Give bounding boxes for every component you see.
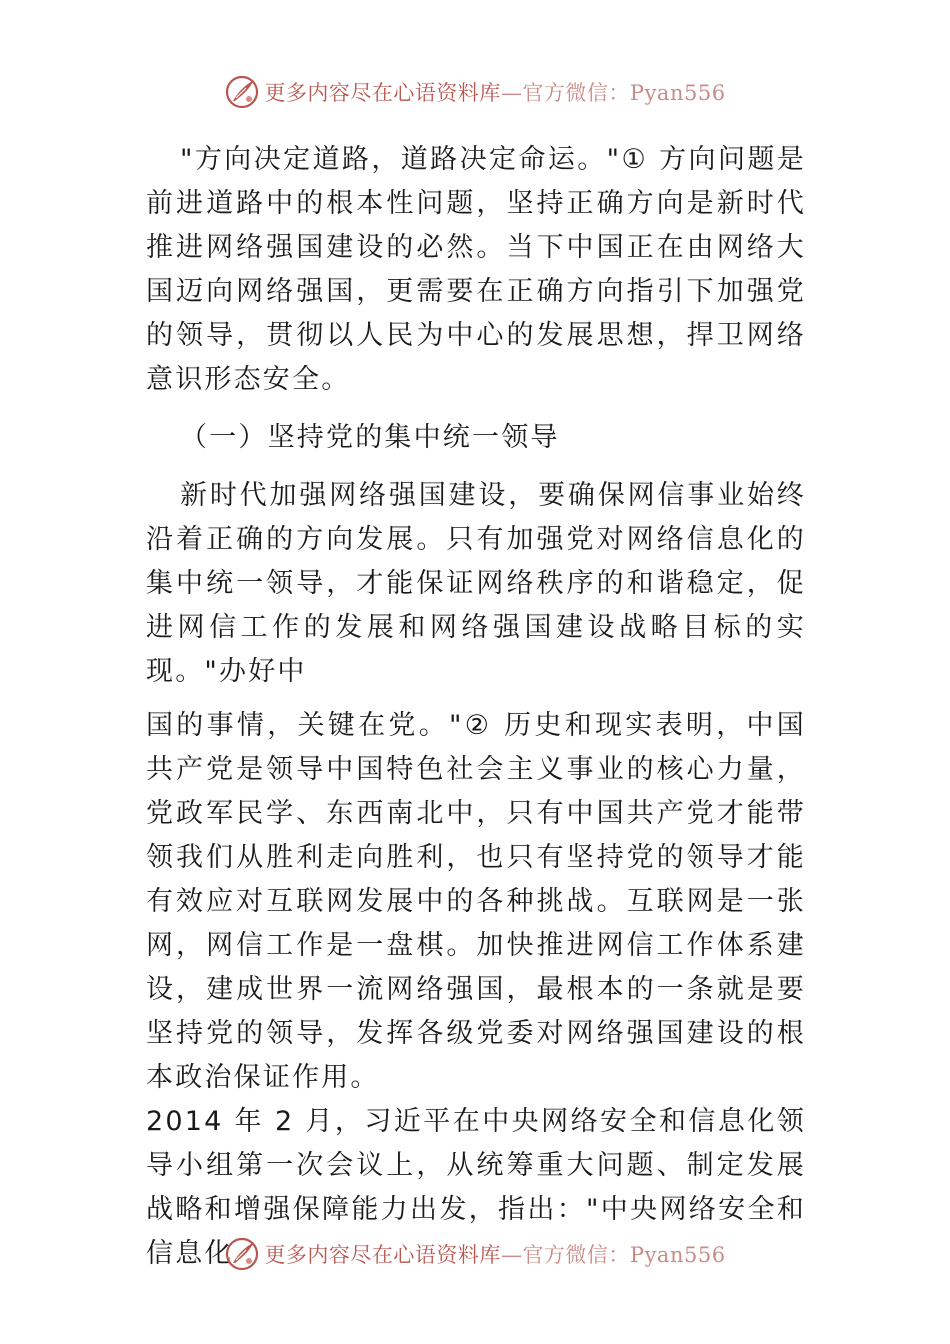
footer-banner-text-main: 更多内容尽在心语资料库: [264, 1243, 501, 1267]
paragraph-leadership-a: 新时代加强网络强国建设，要确保网信事业始终沿着正确的方向发展。只有加强党对网络信息化的集中统一领导，才能保证网络秩序的和谐稳定，促进网信工作的发展和网络强国建设战略目标的实现。"办好中: [146, 480, 806, 687]
header-banner: [0, 70, 950, 114]
footer-banner-text-tail: —官方微信：Pyan556: [500, 1243, 726, 1267]
paragraph-2014-meeting: 2014 年 2 月，习近平在中央网络安全和信息化领导小组第一次会议上，从统筹重大问题、制定发展战略和增强保障能力出发，指出："中央网络安全和信息化: [146, 1106, 806, 1269]
feather-seal-logo-icon: [224, 74, 260, 110]
document-body: [146, 138, 806, 1276]
header-banner-text-tail: —官方微信：Pyan556: [500, 81, 726, 105]
feather-seal-logo-icon: [224, 1236, 260, 1272]
paragraph-leadership-b: 国的事情，关键在党。"② 历史和现实表明，中国共产党是领导中国特色社会主义事业的核心力量，党政军民学、东西南北中，只有中国共产党才能带领我们从胜利走向胜利，也只有坚持党的领导才能有效应对互联网发展中的各种挑战。互联网是一张网，网信工作是一盘棋。加快推进网信工作体系建设，建成世界一流网络强国，最根本的一条就是要坚持党的领导，发挥各级党委对网络强国建设的根本政治保证作用。: [146, 710, 806, 1093]
paragraph-direction: "方向决定道路，道路决定命运。"① 方向问题是前进道路中的根本性问题，坚持正确方向是新时代推进网络强国建设的必然。当下中国正在由网络大国迈向网络强国，更需要在正确方向指引下加强党的领导，贯彻以人民为中心的发展思想，捍卫网络意识形态安全。: [146, 144, 806, 395]
footer-banner: [0, 1232, 950, 1276]
section-heading: （一）坚持党的集中统一领导: [180, 422, 560, 453]
header-banner-text-main: 更多内容尽在心语资料库: [264, 81, 501, 105]
